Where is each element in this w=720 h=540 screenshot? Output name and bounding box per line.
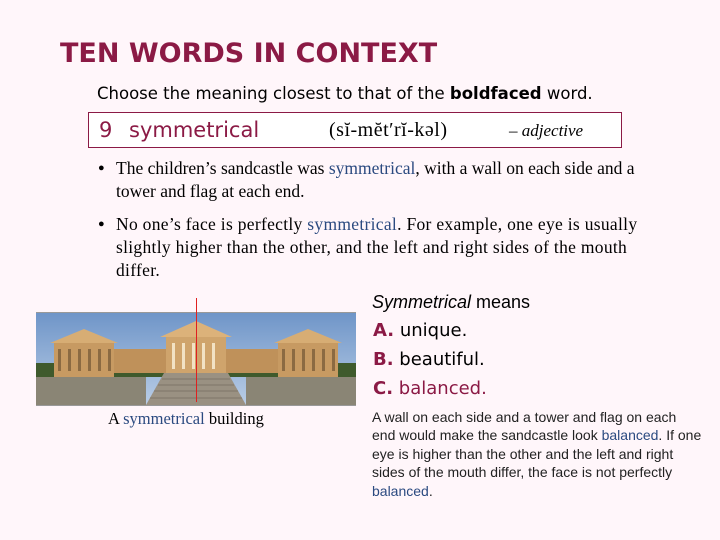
bullet-icon: ● bbox=[98, 162, 105, 174]
option-letter: B. bbox=[373, 349, 394, 370]
option-c[interactable] bbox=[373, 378, 487, 399]
example-sentence-1 bbox=[98, 157, 658, 203]
option-text: unique. bbox=[399, 320, 468, 341]
caption-text: A bbox=[108, 409, 124, 428]
option-b[interactable] bbox=[373, 349, 485, 370]
option-a[interactable] bbox=[373, 320, 467, 341]
instruction-bold: boldfaced bbox=[449, 84, 542, 103]
instruction-text: Choose the meaning closest to that of the bbox=[97, 84, 450, 103]
example-text: . For example, one eye is usually slightly higher than the other, and the left and right sides of the mouth differ. bbox=[116, 214, 638, 280]
caption-word: symmetrical bbox=[123, 409, 205, 428]
example-text: No one’s face is perfectly bbox=[116, 214, 308, 234]
word-box bbox=[88, 112, 622, 148]
option-letter: C. bbox=[373, 378, 394, 399]
part-of-speech: – adjective bbox=[509, 121, 584, 140]
example-text: The children’s sandcastle was bbox=[116, 158, 329, 178]
example-sentence-2 bbox=[98, 213, 658, 282]
word-number: 9 bbox=[99, 118, 113, 142]
bullet-icon: ● bbox=[98, 218, 105, 230]
image-caption bbox=[108, 409, 264, 429]
example-text: , with a wall on each side and a tower and flag at each end. bbox=[116, 158, 635, 201]
explanation-text: . If one eye is higher than the other and the left and right sides of the mouth differ, the face is not perfectly bbox=[372, 427, 702, 481]
example-word: symmetrical bbox=[328, 158, 416, 178]
option-text: balanced. bbox=[398, 378, 487, 399]
answer-explanation bbox=[372, 408, 702, 500]
vocab-word: symmetrical bbox=[129, 118, 260, 142]
explanation-text: A wall on each side and a tower and flag on each end would make the sandcastle look bbox=[372, 409, 677, 444]
caption-text: building bbox=[204, 409, 264, 428]
pronunciation: (sĭ-mĕt′rĭ-kəl) bbox=[329, 119, 448, 141]
explanation-keyword: balanced bbox=[372, 482, 429, 499]
symmetry-axis-line bbox=[196, 298, 197, 402]
option-letter: A. bbox=[373, 320, 395, 341]
example-word: symmetrical bbox=[307, 214, 398, 234]
instruction-end: word. bbox=[541, 84, 593, 103]
page-title: TEN WORDS IN CONTEXT bbox=[60, 38, 438, 69]
explanation-text: . bbox=[428, 482, 433, 499]
means-label: means bbox=[471, 292, 531, 312]
means-heading bbox=[372, 292, 530, 313]
instruction bbox=[97, 84, 593, 103]
option-text: beautiful. bbox=[399, 349, 485, 370]
explanation-keyword: balanced bbox=[601, 427, 659, 444]
means-word: Symmetrical bbox=[372, 292, 472, 312]
